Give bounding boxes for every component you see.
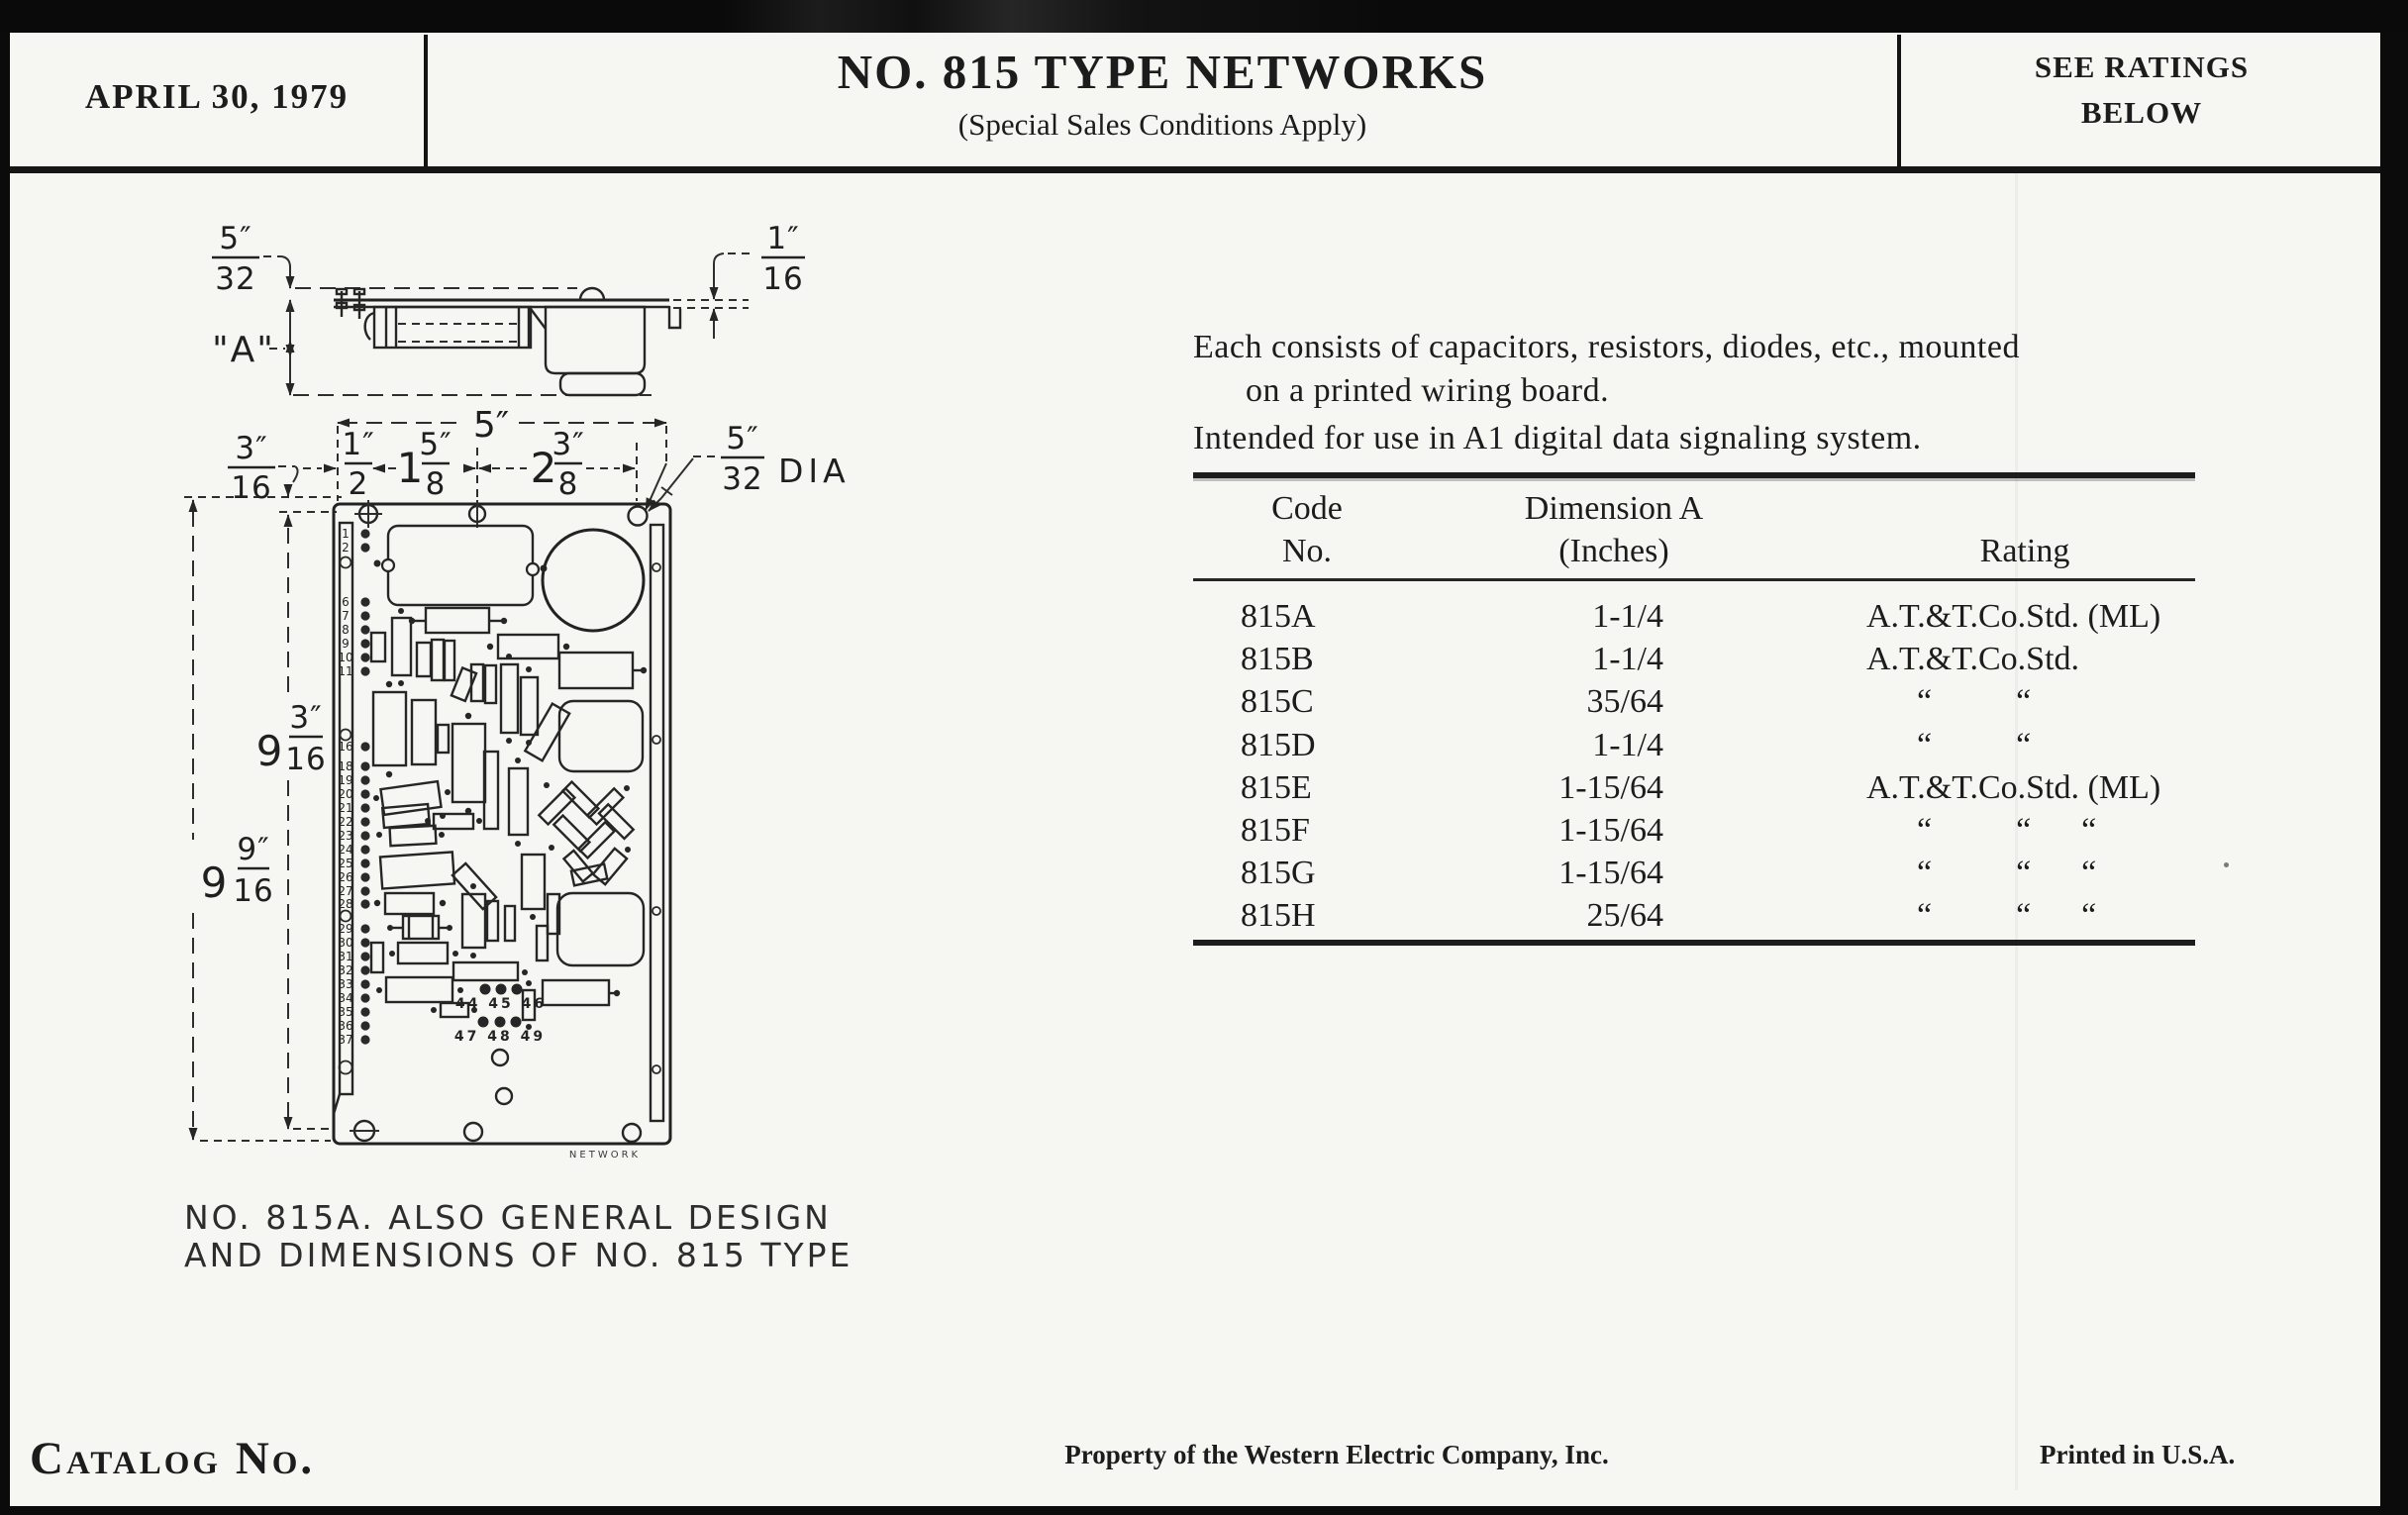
cell-dim: 1-15/64	[1558, 811, 1663, 849]
terminal-number: 7	[342, 609, 350, 623]
terminal-hole	[341, 911, 351, 922]
dim-9-9-16-denominator: 16	[233, 873, 274, 909]
cell-code: 815A	[1241, 598, 1316, 635]
terminal-pad	[360, 924, 369, 933]
terminal-number: 24	[338, 843, 353, 857]
printed-in-usa: Printed in U.S.A.	[2040, 1440, 2236, 1469]
dim-1-2-denominator: 2	[348, 466, 369, 502]
side-view	[212, 221, 805, 395]
intro-line3: Intended for use in A1 digital data signaling system.	[1193, 420, 1922, 456]
dim-1-2-numerator: 1″	[342, 427, 375, 462]
dim-3-16-denominator: 16	[231, 470, 272, 506]
terminal-pad	[360, 1035, 369, 1044]
cell-dim: 1-15/64	[1558, 768, 1663, 806]
terminal-pad	[360, 965, 369, 974]
terminal-number: 19	[338, 773, 353, 787]
col-header-code: Code	[1271, 490, 1343, 527]
terminal-number: 28	[338, 897, 353, 911]
dim-5-32-numerator: 5″	[219, 221, 252, 256]
dim-dia-label: DIA	[778, 452, 851, 490]
terminal-pad	[360, 625, 369, 634]
cell-dim: 1-1/4	[1592, 726, 1663, 763]
board-stamp: NETWORK	[568, 1150, 642, 1161]
terminal-pad	[360, 899, 369, 908]
terminal-pad	[360, 803, 369, 812]
terminal-pad	[360, 831, 369, 840]
cell-code: 815G	[1241, 855, 1316, 892]
terminal-number: 1	[342, 527, 350, 541]
dim-9-9-16-integer: 9	[200, 858, 228, 907]
issue-date: APRIL 30, 1979	[84, 77, 350, 116]
cell-code: 815H	[1241, 897, 1316, 935]
terminal-pad	[360, 666, 369, 675]
dim-9-3-16-denominator: 16	[285, 742, 327, 777]
dim-9-3-16-numerator: 3″	[289, 700, 323, 736]
dim-A-label: "A"	[212, 330, 275, 370]
cell-rating: “ “ “	[1866, 897, 2097, 935]
catalog-no-label: Catalog No.	[30, 1433, 316, 1484]
dim-2-3-8-integer: 2	[530, 444, 557, 492]
cell-rating: “ “	[1866, 683, 2032, 721]
terminal-number: 22	[338, 815, 353, 829]
drawing-caption-line1: NO. 815A. ALSO GENERAL DESIGN	[184, 1198, 832, 1237]
terminal-pad	[360, 872, 369, 881]
cell-code: 815B	[1241, 641, 1314, 678]
terminal-number: 20	[338, 787, 353, 801]
dim-2-3-8-denominator: 8	[557, 466, 579, 502]
terminal-hole	[340, 1061, 352, 1074]
terminal-pad	[360, 979, 369, 988]
col-header-code-no: No.	[1281, 533, 1333, 569]
dim-1-5-8-denominator: 8	[425, 466, 447, 502]
terminal-pad	[360, 1021, 369, 1030]
property-notice: Property of the Western Electric Company, Inc.	[1064, 1440, 1609, 1469]
front-view-top-dimensions	[303, 405, 851, 511]
terminal-number: 34	[338, 991, 353, 1005]
cell-rating: A.T.&T.Co.Std.	[1866, 641, 2080, 678]
terminal-pad	[360, 858, 369, 867]
cell-rating: “ “	[1866, 726, 2032, 763]
terminal-pad	[360, 775, 369, 784]
terminal-pad	[360, 639, 369, 648]
terminal-number: 27	[338, 884, 353, 898]
terminal-number: 11	[338, 664, 353, 678]
dim-2-3-8-numerator: 3″	[552, 427, 585, 462]
terminal-number: 10	[338, 651, 353, 664]
terminal-pad	[360, 1007, 369, 1016]
cell-rating: A.T.&T.Co.Std. (ML)	[1866, 598, 2161, 635]
front-view-left-dimensions	[184, 431, 342, 1141]
terminal-pad	[360, 653, 369, 661]
terminal-number: 36	[338, 1019, 353, 1033]
terminal-number: 26	[338, 870, 353, 884]
terminal-number: 6	[342, 595, 350, 609]
terminal-number: 33	[338, 977, 353, 991]
cell-rating: “ “ “	[1866, 855, 2097, 892]
terminal-number: 9	[342, 637, 350, 651]
terminal-pad	[360, 761, 369, 770]
terminal-number: 31	[338, 950, 353, 963]
cell-code: 815F	[1241, 811, 1310, 849]
cell-code: 815E	[1241, 768, 1312, 806]
page-title: NO. 815 TYPE NETWORKS	[837, 45, 1488, 99]
terminal-pad	[360, 529, 369, 538]
col-header-inches: (Inches)	[1558, 533, 1669, 569]
terminal-number: 37	[338, 1033, 353, 1047]
cell-dim: 1-15/64	[1558, 855, 1663, 892]
dim-5-inch: 5″	[472, 405, 510, 446]
terminal-pad	[360, 938, 369, 947]
page-subtitle: (Special Sales Conditions Apply)	[957, 107, 1367, 142]
terminal-number: 25	[338, 857, 353, 870]
cell-code: 815D	[1241, 726, 1316, 763]
dim-9-9-16-numerator: 9″	[237, 832, 270, 867]
terminal-number: 29	[338, 922, 353, 936]
cell-dim: 1-1/4	[1592, 598, 1663, 635]
terminal-hole	[341, 557, 351, 568]
terminal-pad	[360, 597, 369, 606]
dim-1-5-8-integer: 1	[396, 444, 424, 492]
cell-dim: 25/64	[1586, 897, 1663, 935]
pad-labels-47-49: 47 48 49	[453, 1029, 547, 1045]
terminal-number: 16	[338, 740, 353, 754]
dim-3-16-numerator: 3″	[235, 431, 268, 466]
terminal-pad	[360, 845, 369, 854]
terminal-pad	[360, 789, 369, 798]
intro-line1: Each consists of capacitors, resistors, diodes, etc., mounted	[1193, 329, 2020, 365]
col-header-dimension: Dimension A	[1524, 490, 1704, 527]
dim-9-3-16-integer: 9	[255, 727, 283, 775]
terminal-number: 23	[338, 829, 353, 843]
dim-1-16-denominator: 16	[762, 261, 804, 297]
terminal-pad	[360, 611, 369, 620]
terminal-pad	[360, 742, 369, 751]
terminal-pad	[360, 886, 369, 895]
terminal-number: 2	[342, 541, 350, 555]
terminal-pad	[360, 993, 369, 1002]
drawing-caption-line2: AND DIMENSIONS OF NO. 815 TYPE	[184, 1236, 853, 1274]
cell-dim: 35/64	[1586, 683, 1663, 721]
cell-code: 815C	[1241, 683, 1314, 721]
terminal-strip	[338, 527, 369, 1074]
terminal-hole	[341, 730, 351, 741]
terminal-number: 30	[338, 936, 353, 950]
cell-rating: A.T.&T.Co.Std. (ML)	[1866, 768, 2161, 806]
terminal-pad	[360, 952, 369, 960]
terminal-number: 21	[338, 801, 353, 815]
intro-line2: on a printed wiring board.	[1246, 372, 1610, 409]
dim-5-32dia-numerator: 5″	[726, 421, 759, 456]
terminal-number: 32	[338, 963, 353, 977]
ratings-note-line1: SEE RATINGS	[2034, 50, 2250, 84]
terminal-number: 35	[338, 1005, 353, 1019]
dim-1-16-numerator: 1″	[766, 221, 800, 256]
cell-dim: 1-1/4	[1592, 641, 1663, 678]
terminal-number: 8	[342, 623, 350, 637]
ratings-note-line2: BELOW	[2080, 95, 2203, 130]
dim-5-32dia-denominator: 32	[722, 461, 763, 497]
terminal-pad	[360, 817, 369, 826]
dim-1-5-8-numerator: 5″	[419, 427, 452, 462]
pad-labels-44-46: 44 45 46	[454, 996, 548, 1012]
col-header-rating: Rating	[1979, 533, 2070, 569]
dim-5-32-denominator: 32	[215, 261, 256, 297]
terminal-number: 18	[338, 759, 353, 773]
circuit-board	[334, 500, 670, 1161]
terminal-pad	[360, 543, 369, 552]
cell-rating: “ “ “	[1866, 811, 2097, 849]
